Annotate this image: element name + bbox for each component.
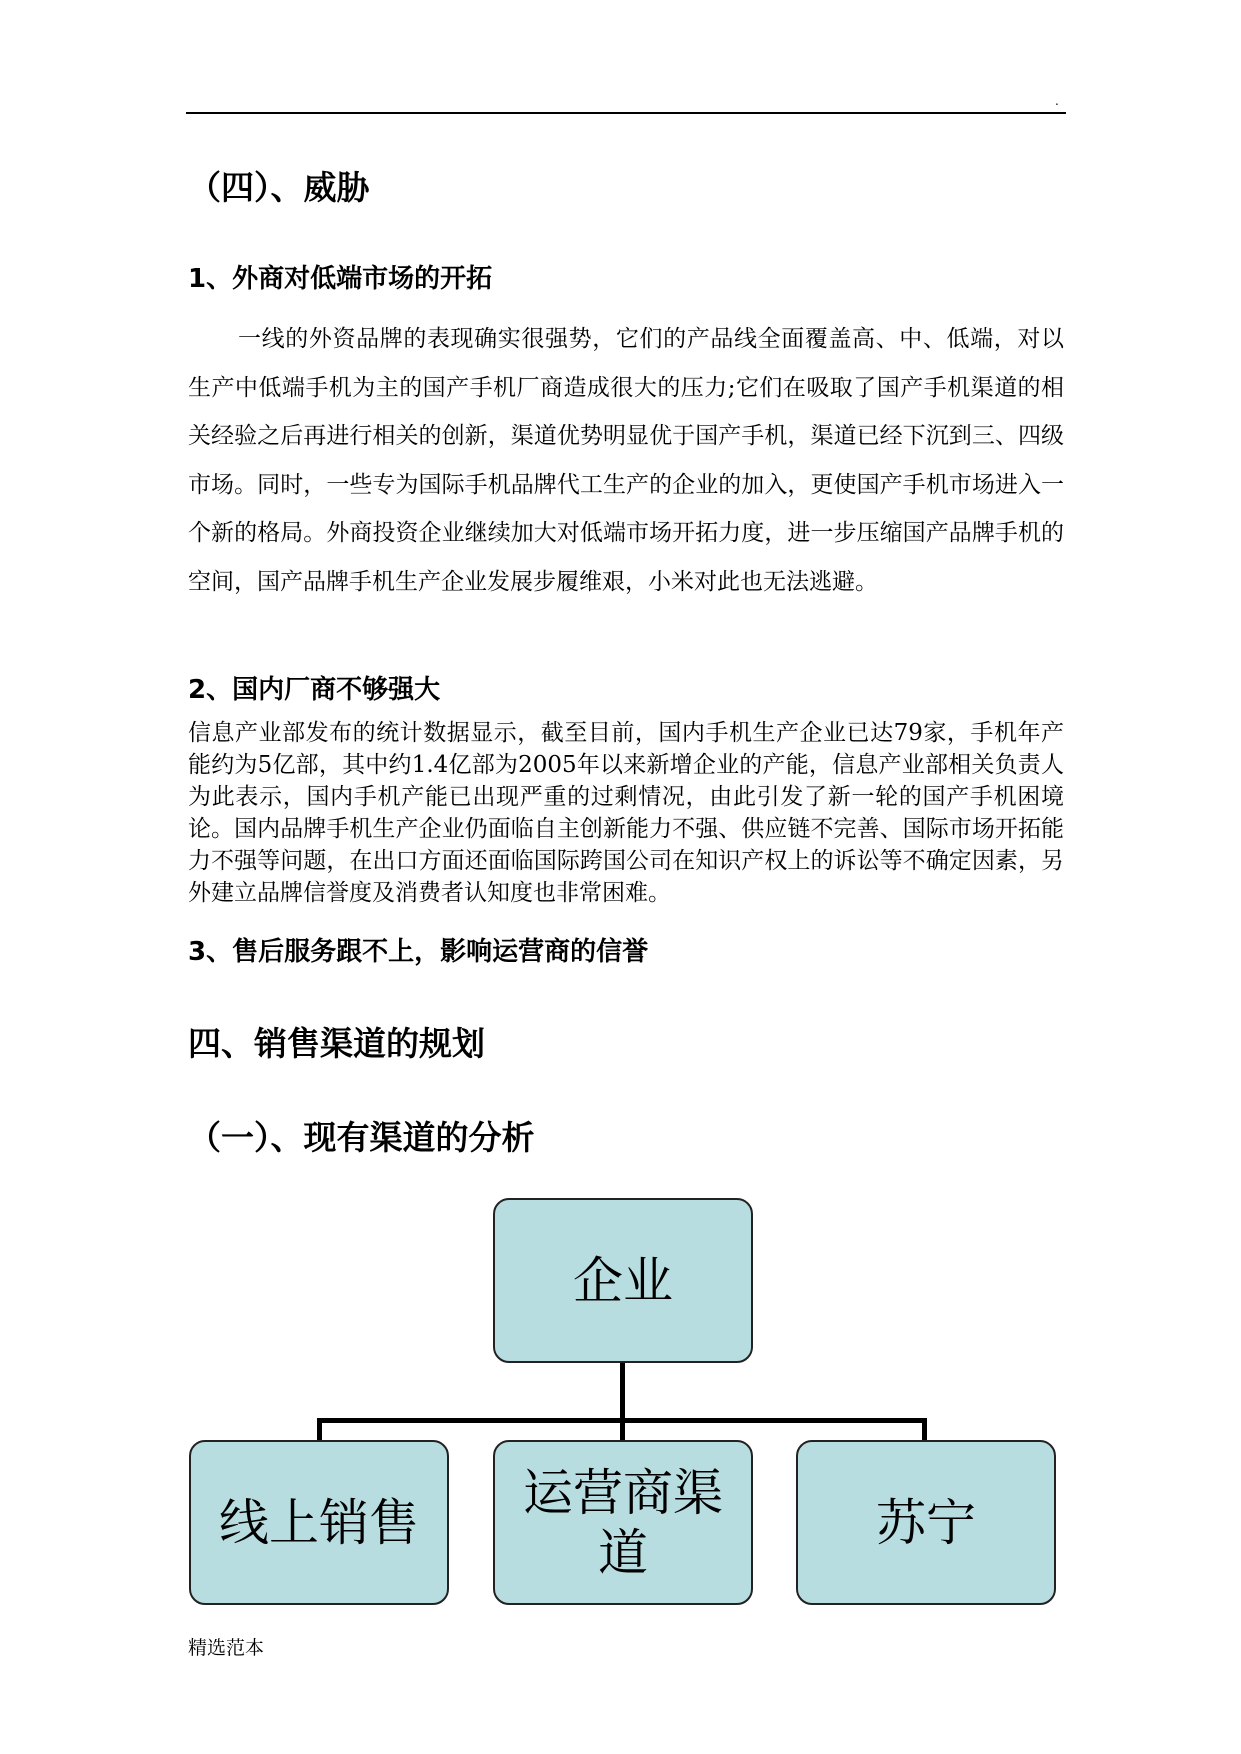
item2-title: 2、国内厂商不够强大 bbox=[188, 675, 441, 705]
org-root-box bbox=[493, 1198, 753, 1363]
footer-text: 精选范本 bbox=[188, 1637, 265, 1659]
connector-drop-middle bbox=[620, 1418, 625, 1440]
item1-body: 一线的外资品牌的表现确实很强势，它们的产品线全面覆盖高、中、低端，对以生产中低端手机为主的国产手机厂商造成很大的压力;它们在吸取了国产手机渠道的相关经验之后再进行相关的创新，渠道优势明显优于国产手机，渠道已经下沉到三、四级市场。同时，一些专为国际手机品牌代工生产的企业的加入，更使国产手机市场进入一个新的格局。外商投资企业继续加大对低端市场开拓力度，进一步压缩国产品牌手机的空间，国产品牌手机生产企业发展步履维艰，小米对此也无法逃避。 bbox=[188, 326, 1064, 595]
connector-root-stem bbox=[620, 1363, 625, 1421]
connector-drop-right bbox=[922, 1418, 927, 1440]
section-title-threat: （四）、威胁 bbox=[188, 168, 370, 207]
header-mark: . bbox=[1055, 94, 1059, 108]
org-child-box-online bbox=[189, 1440, 449, 1605]
item3-title: 3、售后服务跟不上，影响运营商的信誉 bbox=[188, 937, 649, 967]
org-child-box-operator bbox=[493, 1440, 753, 1605]
connector-drop-left bbox=[317, 1418, 322, 1440]
org-child-box-suning bbox=[796, 1440, 1056, 1605]
item2-body: 信息产业部发布的统计数据显示，截至目前，国内手机生产企业已达79家，手机年产能约为5亿部，其中约1.4亿部为2005年以来新增企业的产能，信息产业部相关负责人为此表示，国内手机产能已出现严重的过剩情况，由此引发了新一轮的国产手机困境论。国内品牌手机生产企业仍面临自主创新能力不强、供应链不完善、国际市场开拓能力不强等问题，在出口方面还面临国际跨国公司在知识产权上的诉讼等不确定因素，另外建立品牌信誉度及消费者认知度也非常困难。 bbox=[188, 720, 1064, 906]
org-child-label: 线上销售 bbox=[219, 1493, 419, 1552]
section-title-channel: 四、销售渠道的规划 bbox=[188, 1024, 485, 1063]
subsection-title-existing: （一）、现有渠道的分析 bbox=[188, 1118, 535, 1157]
header-rule bbox=[186, 112, 1066, 114]
org-child-label: 苏宁 bbox=[876, 1493, 976, 1552]
org-root-label: 企业 bbox=[573, 1251, 673, 1310]
item1-title: 1、外商对低端市场的开拓 bbox=[188, 264, 493, 294]
org-child-label: 运营商渠道 bbox=[523, 1463, 723, 1582]
